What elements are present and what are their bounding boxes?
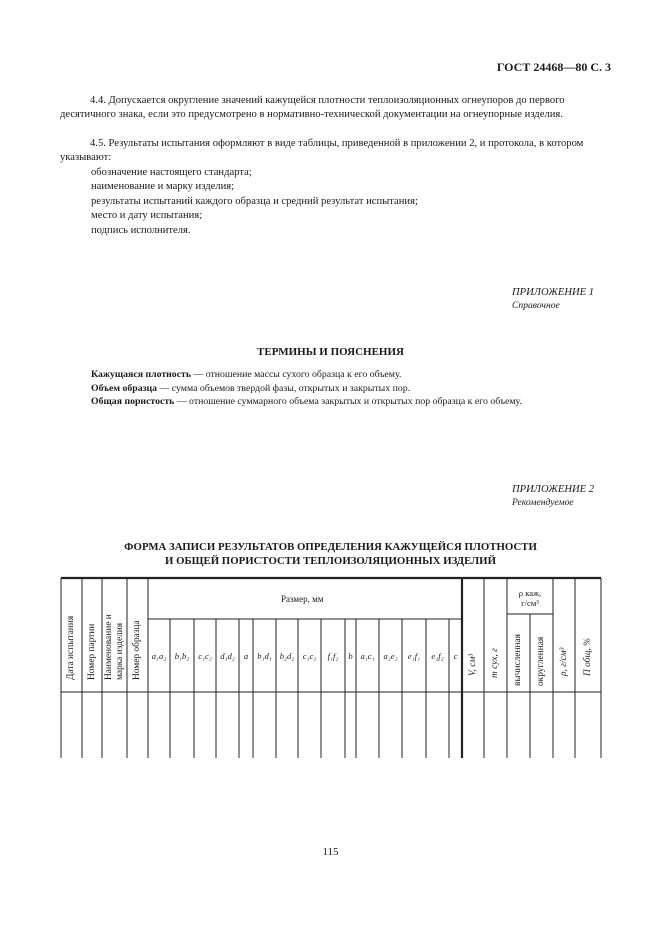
list-item: подпись исполнителя. — [91, 224, 191, 236]
terms-title: ТЕРМИНЫ И ПОЯСНЕНИЯ — [257, 346, 404, 358]
size-col: b — [348, 651, 353, 661]
col-true-density: ρ, г/см³ — [559, 647, 569, 676]
col-product-name-line-2: марка изделия — [114, 622, 125, 680]
size-col: b₁d₁ — [257, 651, 272, 661]
size-col: c — [453, 651, 458, 661]
size-col: a — [243, 651, 249, 661]
term-name: Объем образца — [91, 382, 158, 394]
rho-header-line-2: г/см³ — [521, 598, 539, 608]
size-col: e₁f₁ — [407, 651, 421, 661]
size-col: b₂d₂ — [279, 651, 295, 661]
size-col: b₁b₂ — [174, 651, 190, 661]
col-batch: Номер партии — [87, 623, 97, 680]
col-volume: V, см³ — [468, 653, 478, 676]
size-col: d₁d₂ — [220, 651, 235, 661]
form-title — [0, 540, 661, 568]
size-col: e₂f₂ — [431, 651, 444, 661]
appendix-2-title: ПРИЛОЖЕНИЕ 2 — [512, 484, 595, 495]
col-sample-number: Номер образца — [132, 620, 142, 680]
size-col: c₁c₂ — [198, 651, 212, 661]
appendix-1-subtitle: Справочное — [512, 300, 560, 311]
col-rounded: округленная — [536, 636, 546, 686]
rho-header-line-1: ρ каж, — [518, 588, 542, 598]
appendix-2-subtitle: Рекомендуемое — [512, 497, 574, 508]
col-product-name — [104, 614, 125, 680]
term-item — [91, 368, 522, 382]
terms-list — [91, 368, 522, 409]
term-item — [91, 395, 522, 409]
list-item: место и дату испытания; — [91, 210, 203, 222]
size-col: a₁c₁ — [360, 651, 375, 661]
term-definition: — сумма объемов твердой фазы, открытых и закрытых пор. — [157, 382, 411, 394]
protocol-list — [91, 166, 418, 238]
term-name: Кажущаяся плотность — [91, 369, 192, 380]
term-definition: — отношение массы сухого образца к его объему. — [191, 369, 402, 380]
paragraph-4-4: 4.4. Допускается округление значений кажущейся плотности теплоизоляционных огнеупоров до первого десятичного знака, если это предусмотрено в нормативно-технической документации на огнеупорные изделия. — [60, 95, 565, 121]
form-title-line-2: И ОБЩЕЙ ПОРИСТОСТИ ТЕПЛОИЗОЛЯЦИОННЫХ ИЗДЕЛИЙ — [165, 555, 496, 567]
list-item: наименование и марку изделия; — [91, 181, 235, 193]
document-code: ГОСТ 24468—80 С. 3 — [496, 60, 611, 74]
size-col: f₁f₂ — [327, 651, 339, 661]
col-date: Дата испытания — [66, 615, 76, 680]
term-item — [91, 382, 522, 396]
appendix-1-heading — [512, 286, 594, 312]
page-number: 115 — [322, 846, 339, 858]
size-col: a₁a₂ — [151, 651, 167, 661]
list-item: результаты испытаний каждого образца и средний результат испытания; — [91, 195, 418, 207]
col-apparent-density-header — [507, 588, 553, 608]
list-item: обозначение настоящего стандарта; — [91, 167, 252, 178]
paragraph-4-5: 4.5. Результаты испытания оформляют в виде таблицы, приведенной в приложении 2, и протокола, в котором указывают: — [60, 138, 584, 164]
term-definition: — отношение суммарного объема закрытых и открытых пор образца к его объему. — [174, 396, 522, 408]
col-calculated: вычисленная — [513, 634, 523, 686]
col-dry-mass: m сух, г — [490, 648, 500, 678]
appendix-2-heading — [512, 483, 594, 509]
appendix-1-title: ПРИЛОЖЕНИЕ 1 — [512, 287, 595, 298]
col-total-porosity: П общ, % — [583, 638, 593, 676]
size-col: a₂e₂ — [383, 651, 398, 661]
form-title-line-1: ФОРМА ЗАПИСИ РЕЗУЛЬТАТОВ ОПРЕДЕЛЕНИЯ КАЖУЩЕЙСЯ ПЛОТНОСТИ — [124, 541, 537, 553]
size-col: c₁c₂ — [302, 651, 317, 661]
col-product-name-line-1: Наименование и — [104, 614, 114, 680]
size-header: Размер, мм — [281, 594, 324, 604]
term-name: Общая пористость — [91, 396, 175, 408]
